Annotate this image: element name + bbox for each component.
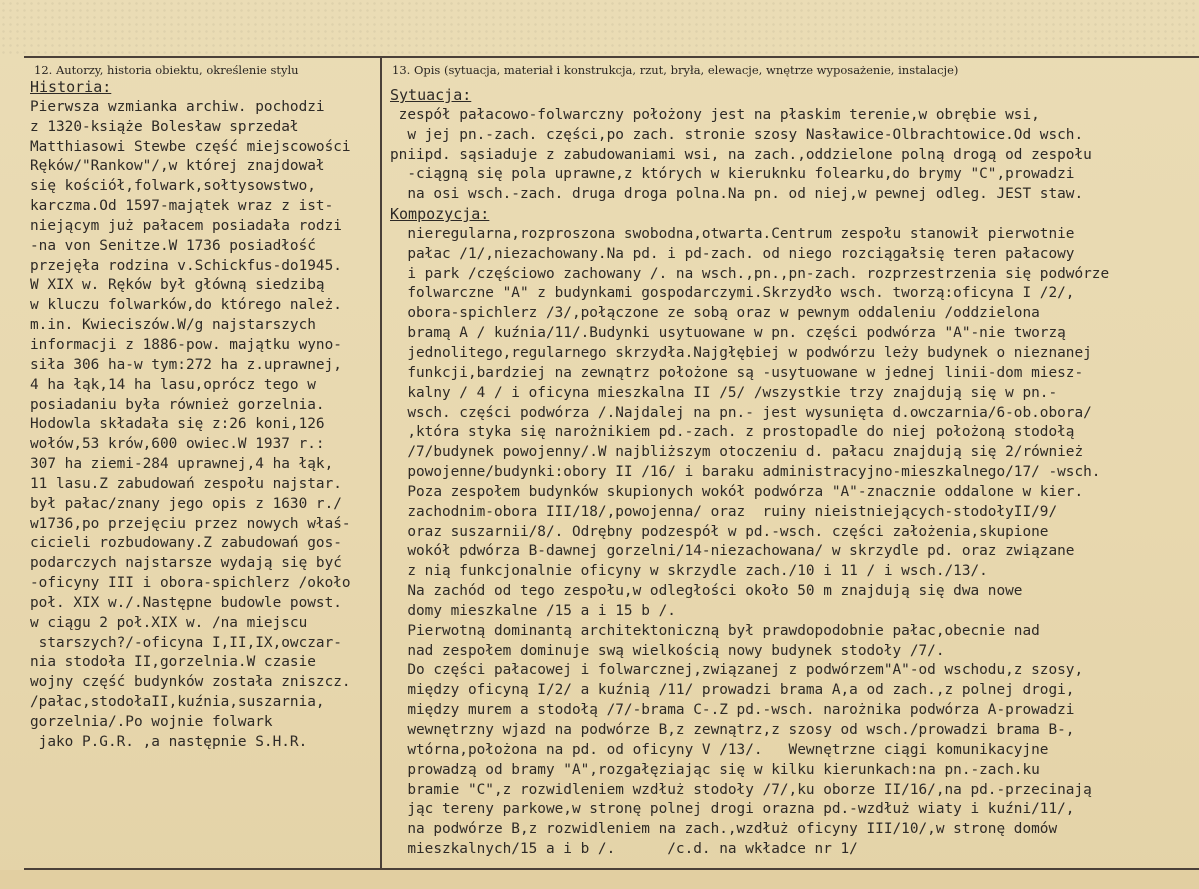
text-line: Poza zespołem budynków skupionych wokół podwórza "A"-znacznie oddalone w kier. [390, 483, 1084, 500]
text-line: /pałac,stodołaII,kuźnia,suszarnia, [30, 694, 325, 711]
text-line: informacji z 1886-pow. majątku wyno- [30, 336, 342, 353]
text-line: zachodnim-obora III/18/,powojenna/ oraz ruiny nieistniejących-stodołyII/9/ [390, 503, 1058, 520]
text-line: z nią funkcjonalnie oficyny w skrzydle zach./10 i 11 / i wsch./13/. [390, 563, 988, 580]
text-line: nieregularna,rozproszona swobodna,otwarta.Centrum zespołu stanowił pierwotnie [390, 225, 1075, 242]
text-line: ,która styka się narożnikiem pd.-zach. z prostopadle do niej położoną stodołą [390, 424, 1075, 441]
text-line: /7/budynek powojenny/.W najbliższym otoczeniu d. pałacu znajdują się 2/również [390, 444, 1084, 461]
text-line: funkcji,bardziej na zewnątrz położone są -usytuowane w jednej linii-dom miesz- [390, 364, 1084, 381]
text-line: nad zespołem dominuje swą wielkością nowy budynek stodoły /7/. [390, 642, 945, 659]
text-line: oraz suszarnii/8/. Odrębny podzespół w pd.-wsch. części założenia,skupione [390, 523, 1049, 540]
section-heading-historia: Historia: [30, 78, 112, 96]
text-line: z 1320-książe Bolesław sprzedał [30, 118, 299, 135]
text-line: 307 ha ziemi-284 uprawnej,4 ha łąk, [30, 456, 334, 473]
text-line: gorzelnia/.Po wojnie folwark [30, 714, 273, 730]
column-divider [380, 56, 382, 870]
text-line: posiadaniu była również gorzelnia. [30, 396, 325, 413]
text-line: w jej pn.-zach. części,po zach. stronie szosy Nasławice-Olbrachtowice.Od wsch. [390, 126, 1084, 143]
text-line: na osi wsch.-zach. druga droga polna.Na pn. od niej,w pewnej odleg. JEST staw. [390, 186, 1084, 203]
paper-texture-band [0, 0, 1199, 55]
text-line: Na zachód od tego zespołu,w odległości około 50 m znajdują się dwa nowe [390, 583, 1023, 600]
text-line: obora-spichlerz /3/,połączone ze sobą oraz w pewnym oddaleniu /oddzielona [390, 305, 1040, 322]
text-line: cicieli rozbudowany.Z zabudowań gos- [30, 535, 342, 552]
text-line: poł. XIX w./.Następne budowle powst. [30, 594, 342, 611]
text-line: -oficyny III i obora-spichlerz /około [30, 575, 351, 592]
header-rule [24, 56, 1199, 58]
section-heading: Sytuacja: [390, 86, 472, 104]
text-line: bramie "C",z rozwidleniem wzdłuż stodoły /7/,ku oborze II/16/,na pd.-przecinają [390, 781, 1092, 798]
text-line: był pałac/znany jego opis z 1630 r./ [30, 495, 342, 512]
text-line: przejęła rodzina v.Schickfus-do1945. [30, 257, 342, 274]
text-line: Pierwsza wzmianka archiw. pochodzi [30, 98, 325, 115]
text-line: m.in. Kwieciszów.W/g najstarszych [30, 317, 316, 334]
section-heading: Kompozycja: [390, 205, 490, 224]
text-line: Pierwotną dominantą architektoniczną był prawdopodobnie pałac,obecnie nad [390, 622, 1040, 639]
text-line: się kościół,folwark,sołtysowstwo, [30, 178, 316, 195]
text-line: folwarczne "A" z budynkami gospodarczymi.Skrzydło wsch. tworzą:oficyna I /2/, [390, 285, 1075, 302]
text-line: bramą A / kuźnia/11/.Budynki usytuowane w pn. części podwórza "A"-nie tworzą [390, 325, 1066, 342]
text-line: -ciągną się pola uprawne,z których w kieruknku folearku,do brymy "C",prowadzi [390, 166, 1075, 183]
text-line: na podwórze B,z rozwidleniem na zach.,wzdłuż oficyny III/10/,w stronę domów [390, 821, 1058, 838]
text-line: domy mieszkalne /15 a i 15 b /. [390, 602, 676, 619]
text-line: -na von Senitze.W 1736 posiadłość [30, 237, 316, 254]
text-line: Ręków/"Rankow"/,w której znajdował [30, 158, 325, 175]
text-line: w1736,po przejęciu przez nowych właś- [30, 515, 351, 532]
text-line: siła 306 ha-w tym:272 ha z.uprawnej, [30, 356, 342, 373]
text-line: karczma.Od 1597-majątek wraz z ist- [30, 198, 334, 215]
text-line: między oficyną I/2/ a kuźnią /11/ prowadzi brama A,a od zach.,z polnej drogi, [390, 682, 1075, 699]
text-line: Hodowla składała się z:26 koni,126 [30, 416, 325, 433]
text-line: wtórna,położona na pd. od oficyny V /13/. Wewnętrzne ciągi komunikacyjne [390, 741, 1049, 758]
right-column-header: 13. Opis (sytuacja, materiał i konstrukcja, rzut, bryła, elewacje, wnętrze wyposażenie, instalacje) [392, 63, 959, 77]
description-column [390, 86, 1109, 860]
text-line: wsch. części podwórza /.Najdalej na pn.- jest wysunięta d.owczarnia/6-ob.obora/ [390, 404, 1092, 421]
text-line: 11 lasu.Z zabudowań zespołu najstar. [30, 475, 342, 492]
text-line: wojny część budynków została zniszcz. [30, 674, 351, 691]
text-line: 4 ha łąk,14 ha lasu,oprócz tego w [30, 376, 316, 393]
text-line: pniipd. sąsiaduje z zabudowaniami wsi, na zach.,oddzielone polną drogą od zespołu [390, 146, 1092, 163]
text-line: jąc tereny parkowe,w stronę polnej drogi orazna pd.-wzdłuż wiaty i kuźni/11/, [390, 801, 1075, 818]
text-line: kalny / 4 / i oficyna mieszkalna II /5/ /wszystkie trzy znajdują się w pn.- [390, 384, 1058, 401]
text-line: niejącym już pałacem posiadała rodzi [30, 217, 342, 234]
text-line: Matthiasowi Stewbe część miejscowości [30, 138, 351, 155]
text-line: podarczych najstarsze wydają się być [30, 555, 342, 572]
text-line: powojenne/budynki:obory II /16/ i baraku administracyjno-mieszkalnego/17/ -wsch. [390, 464, 1101, 481]
text-line: mieszkalnych/15 a i b /. /c.d. na wkładce nr 1/ [390, 841, 858, 858]
text-line: pałac /1/,niezachowany.Na pd. i pd-zach. od niego rozciągałsię teren pałacowy [390, 245, 1075, 262]
text-line: zespół pałacowo-folwarczny położony jest na płaskim terenie,w obrębie wsi, [390, 106, 1040, 123]
text-line: prowadzą od bramy "A",rozgałęziając się w kilku kierunkach:na pn.-zach.ku [390, 761, 1040, 778]
text-line: W XIX w. Ręków był główną siedzibą [30, 277, 325, 294]
history-column [30, 78, 351, 753]
text-line: wokół pdwórza B-dawnej gorzelni/14-niezachowana/ w skrzydle pd. oraz związane [390, 543, 1075, 560]
text-line: jednolitego,regularnego skrzydła.Najgłębiej w podwórzu leży budynek o nieznanej [390, 344, 1092, 361]
text-line: między murem a stodołą /7/-brama C-.Z pd.-wsch. narożnika podwórza A-prowadzi [390, 702, 1075, 719]
text-line: wołów,53 krów,600 owiec.W 1937 r.: [30, 436, 325, 453]
text-line: wewnętrzny wjazd na podwórze B,z zewnątrz,z szosy od wsch./prowadzi brama B-, [390, 722, 1075, 738]
text-line: nia stodoła II,gorzelnia.W czasie [30, 654, 316, 671]
text-line: starszych?/-oficyna I,II,IX,owczar- [30, 634, 342, 651]
left-column-header: 12. Autorzy, historia obiektu, określenie stylu [34, 63, 299, 77]
text-line: jako P.G.R. ,a następnie S.H.R. [30, 733, 308, 750]
text-line: i park /częściowo zachowany /. na wsch.,pn.,pn-zach. rozprzestrzenia się podwórze [390, 265, 1110, 282]
bottom-paper-strip [0, 870, 1199, 889]
text-line: w ciągu 2 poł.XIX w. /na miejscu [30, 614, 308, 631]
text-line: Do części pałacowej i folwarcznej,związanej z podwórzem"A"-od wschodu,z szosy, [390, 662, 1084, 679]
text-line: w kluczu folwarków,do którego należ. [30, 297, 342, 314]
